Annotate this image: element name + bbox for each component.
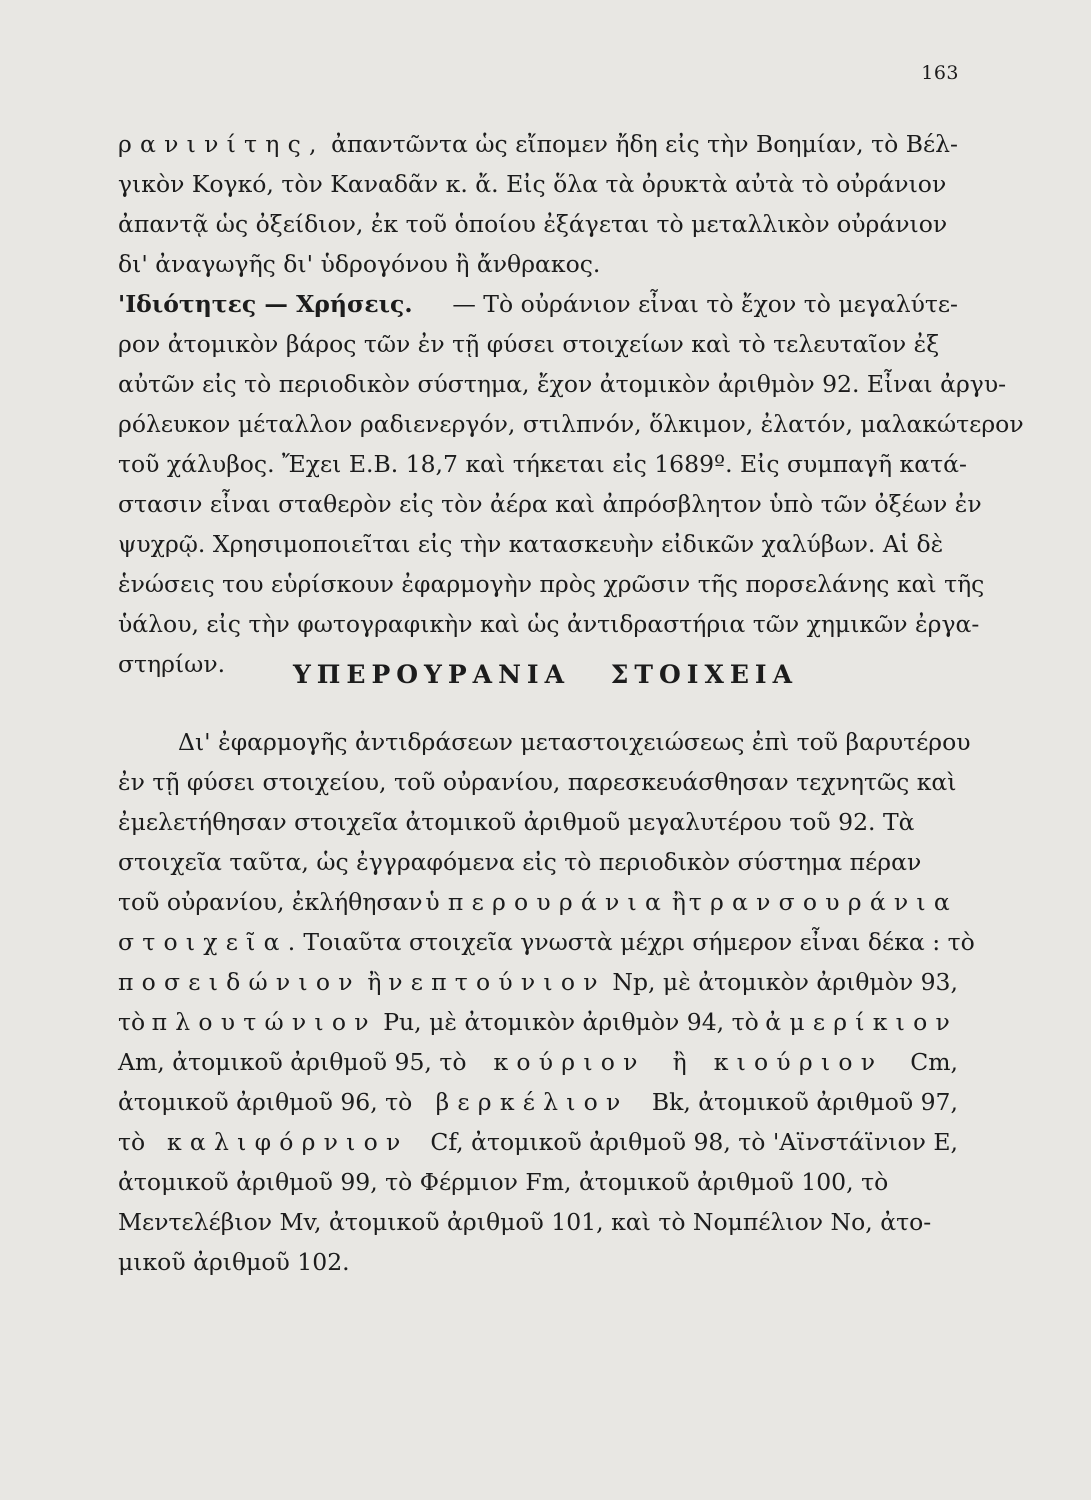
section-heading: ΥΠΕΡΟΥΡΑΝΙΑ ΣΤΟΙΧΕΙΑ (292, 660, 799, 689)
text-segment: ἢ (671, 888, 686, 916)
text-line (118, 124, 958, 164)
text-segment: καλιφόρνιον (167, 1128, 409, 1156)
text-segment: Am, ἀτομικοῦ ἀριθμοῦ 95, τὸ (118, 1048, 467, 1076)
text-line (118, 882, 958, 922)
text-segment: ἐμελετήθησαν στοιχεῖα ἀτομικοῦ ἀριθμοῦ μεγαλυτέρου τοῦ 92. Τὰ (118, 808, 915, 836)
text-line (118, 244, 958, 284)
text-segment: ἀπαντῶντα ὡς εἴπομεν ἤδη εἰς τὴν Βοημίαν, τὸ Βέλ- (331, 130, 958, 158)
text-line (118, 364, 1007, 404)
text-line (118, 484, 982, 524)
text-segment: ἐν τῇ φύσει στοιχείου, τοῦ οὐρανίου, παρεσκευάσθησαν τεχνητῶς καὶ (118, 768, 957, 796)
text-segment: ἀτομικοῦ ἀριθμοῦ 96, τὸ (118, 1088, 413, 1116)
text-segment: γικὸν Κογκό, τὸν Καναδᾶν κ. ἄ. Εἰς ὅλα τὰ ὀρυκτὰ αὐτὰ τὸ οὐράνιον (118, 170, 947, 198)
text-segment: ρον ἀτομικὸν βάρος τῶν ἐν τῇ φύσει στοιχείων καὶ τὸ τελευταῖον ἐξ (118, 330, 940, 358)
text-line (118, 1202, 958, 1242)
text-segment: Δι' ἐφαρμογῆς ἀντιδράσεων μεταστοιχειώσεως ἐπὶ τοῦ βαρυτέρου (178, 728, 971, 756)
text-line (118, 1042, 958, 1082)
text-segment: ἢ (367, 968, 382, 996)
text-line (118, 204, 958, 244)
text-segment: τρανσουράνια (688, 888, 958, 916)
text-segment: Cf, ἀτομικοῦ ἀριθμοῦ 98, τὸ 'Αϊνστάϊνιον Ε, (430, 1128, 958, 1156)
text-segment: τὸ (118, 1128, 146, 1156)
text-segment: ποσειδώνιον (118, 968, 361, 996)
text-segment: στασιν εἶναι σταθερὸν εἰς τὸν ἀέρα καὶ ἀπρόσβλητον ὑπὸ τῶν ὀξέων ἐν (118, 490, 982, 518)
text-segment: Pu, μὲ ἀτομικὸν ἀριθμὸν 94, τὸ (383, 1008, 759, 1036)
text-segment: ὑάλου, εἰς τὴν φωτογραφικὴν καὶ ὡς ἀντιδραστήρια τῶν χημικῶν ἐργα- (118, 610, 980, 638)
text-segment: στηρίων. (118, 650, 226, 678)
text-segment: 'Ιδιότητες — Χρήσεις. (118, 290, 413, 318)
text-segment: βερκέλιον (435, 1088, 629, 1116)
text-segment: ἀμερίκιον (765, 1008, 958, 1036)
text-segment: στοιχεῖα. (118, 928, 304, 956)
text-segment: Cm, (910, 1048, 958, 1076)
text-line (118, 1002, 958, 1042)
text-line (118, 564, 985, 604)
text-line (118, 164, 958, 204)
text-segment: ὑπερουράνια (425, 888, 670, 916)
text-segment: τοῦ χάλυβος. Ἔχει Ε.Β. 18,7 καὶ τήκεται εἰς 1689º. Εἰς συμπαγῆ κατά- (118, 450, 967, 478)
text-segment: ρόλευκον μέταλλον ραδιενεργόν, στιλπνόν, ὅλκιμον, ἐλατόν, μαλακώτερον (118, 410, 1024, 438)
text-segment: τοῦ οὐρανίου, ἐκλήθησαν (118, 888, 423, 916)
text-segment: τὸ (118, 1008, 146, 1036)
text-segment: ψυχρῷ. Χρησιμοποιεῖται εἰς τὴν κατασκευὴν εἰδικῶν χαλύβων. Αἱ δὲ (118, 530, 944, 558)
text-segment: κούριον (493, 1048, 646, 1076)
text-segment: ἀπαντᾷ ὡς ὀξείδιον, ἐκ τοῦ ὁποίου ἐξάγεται τὸ μεταλλικὸν οὐράνιον (118, 210, 948, 238)
text-line (118, 1162, 958, 1202)
text-line (118, 404, 1024, 444)
text-line (118, 922, 975, 962)
text-segment: Np, μὲ ἀτομικὸν ἀριθμὸν 93, (612, 968, 958, 996)
text-segment: κιούριον (713, 1048, 884, 1076)
text-line (118, 762, 958, 802)
paragraph-transuranium-elements (118, 722, 975, 1282)
text-segment: Τοιαῦτα στοιχεῖα γνωστὰ μέχρι σήμερον εἶναι δέκα : τὸ (303, 928, 975, 956)
text-line (118, 842, 958, 882)
text-segment: — Τὸ οὐράνιον εἶναι τὸ ἔχον τὸ μεγαλύτε- (452, 290, 958, 318)
text-segment: πλουτώνιον (151, 1008, 377, 1036)
text-segment: Bk, ἀτομικοῦ ἀριθμοῦ 97, (651, 1088, 958, 1116)
text-line (118, 1122, 958, 1162)
text-segment: στοιχεῖα ταῦτα, ὡς ἐγγραφόμενα εἰς τὸ περιοδικὸν σύστημα πέραν (118, 848, 922, 876)
text-line (118, 524, 958, 564)
text-segment: Μεντελέβιον Mv, ἀτομικοῦ ἀριθμοῦ 101, καὶ τὸ Νομπέλιον No, ἀτο- (118, 1208, 932, 1236)
text-line (118, 962, 958, 1002)
text-segment: ἑνώσεις του εὑρίσκουν ἐφαρμογὴν πρὸς χρῶσιν τῆς πορσελάνης καὶ τῆς (118, 570, 985, 598)
text-segment: αὐτῶν εἰς τὸ περιοδικὸν σύστημα, ἔχον ἀτομικὸν ἀριθμὸν 92. Εἶναι ἀργυ- (118, 370, 1007, 398)
text-segment: νεπτούνιον (388, 968, 606, 996)
text-segment: μικοῦ ἀριθμοῦ 102. (118, 1248, 350, 1276)
text-line (118, 802, 958, 842)
paragraph-uranium-properties (118, 124, 1024, 684)
text-segment: ἀτομικοῦ ἀριθμοῦ 99, τὸ Φέρμιον Fm, ἀτομικοῦ ἀριθμοῦ 100, τὸ (118, 1168, 889, 1196)
text-segment: ἢ (672, 1048, 687, 1076)
text-line (118, 1082, 958, 1122)
text-line (118, 1242, 958, 1282)
text-line (118, 722, 971, 762)
text-line (118, 284, 958, 324)
text-line (118, 324, 958, 364)
page-number: 163 (921, 62, 959, 84)
text-line (118, 604, 980, 644)
text-segment: δι' ἀναγωγῆς δι' ὑδρογόνου ἢ ἄνθρακος. (118, 250, 601, 278)
text-line (118, 444, 967, 484)
text-segment: ρανινίτης, (118, 130, 325, 158)
